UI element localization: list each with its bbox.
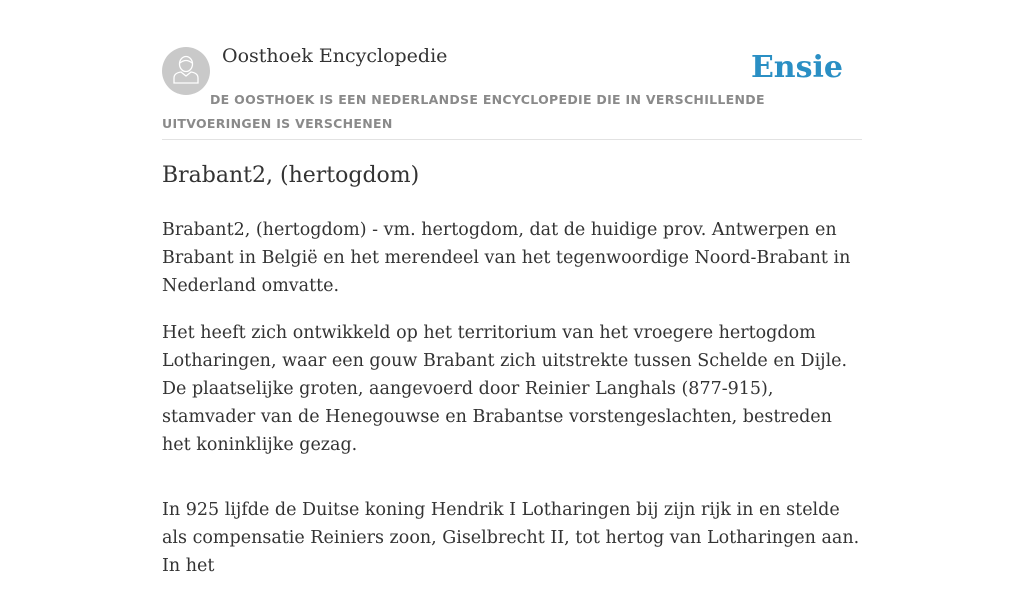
site-header xyxy=(162,0,862,140)
site-tagline: DE OOSTHOEK IS EEN NEDERLANDSE ENCYCLOPEDIE DIE IN VERSCHILLENDE UITVOERINGEN IS VERSCHENEN xyxy=(162,92,765,131)
article-paragraph: Brabant2, (hertogdom) - vm. hertogdom, dat de huidige prov. Antwerpen en Brabant in België en het merendeel van het tegenwoordige Noord-Brabant in Nederland omvatte. xyxy=(162,220,851,296)
brand-logo[interactable]: Ensie xyxy=(750,50,843,85)
article-body xyxy=(162,216,862,599)
site-name[interactable]: Oosthoek Encyclopedie xyxy=(222,45,448,67)
article-paragraph: In 925 lijfde de Duitse koning Hendrik I Lotharingen bij zijn rijk in en stelde als compensatie Reiniers zoon, Giselbrecht II, tot hertog van Lotharingen aan. In het xyxy=(162,500,860,576)
article-title: Brabant2, (hertogdom) xyxy=(162,163,420,188)
article-paragraph: Het heeft zich ontwikkeld op het territorium van het vroegere hertogdom Lotharingen, waar een gouw Brabant zich uitstrekte tussen Schelde en Dijle. De plaatselijke groten, aangevoerd door Reinier Langhals (877-915), stamvader van de Henegouwse en Brabantse vorstengeslachten, bestreden het koninklijke gezag. xyxy=(162,323,848,455)
user-icon xyxy=(172,54,200,89)
main-container xyxy=(162,0,862,576)
